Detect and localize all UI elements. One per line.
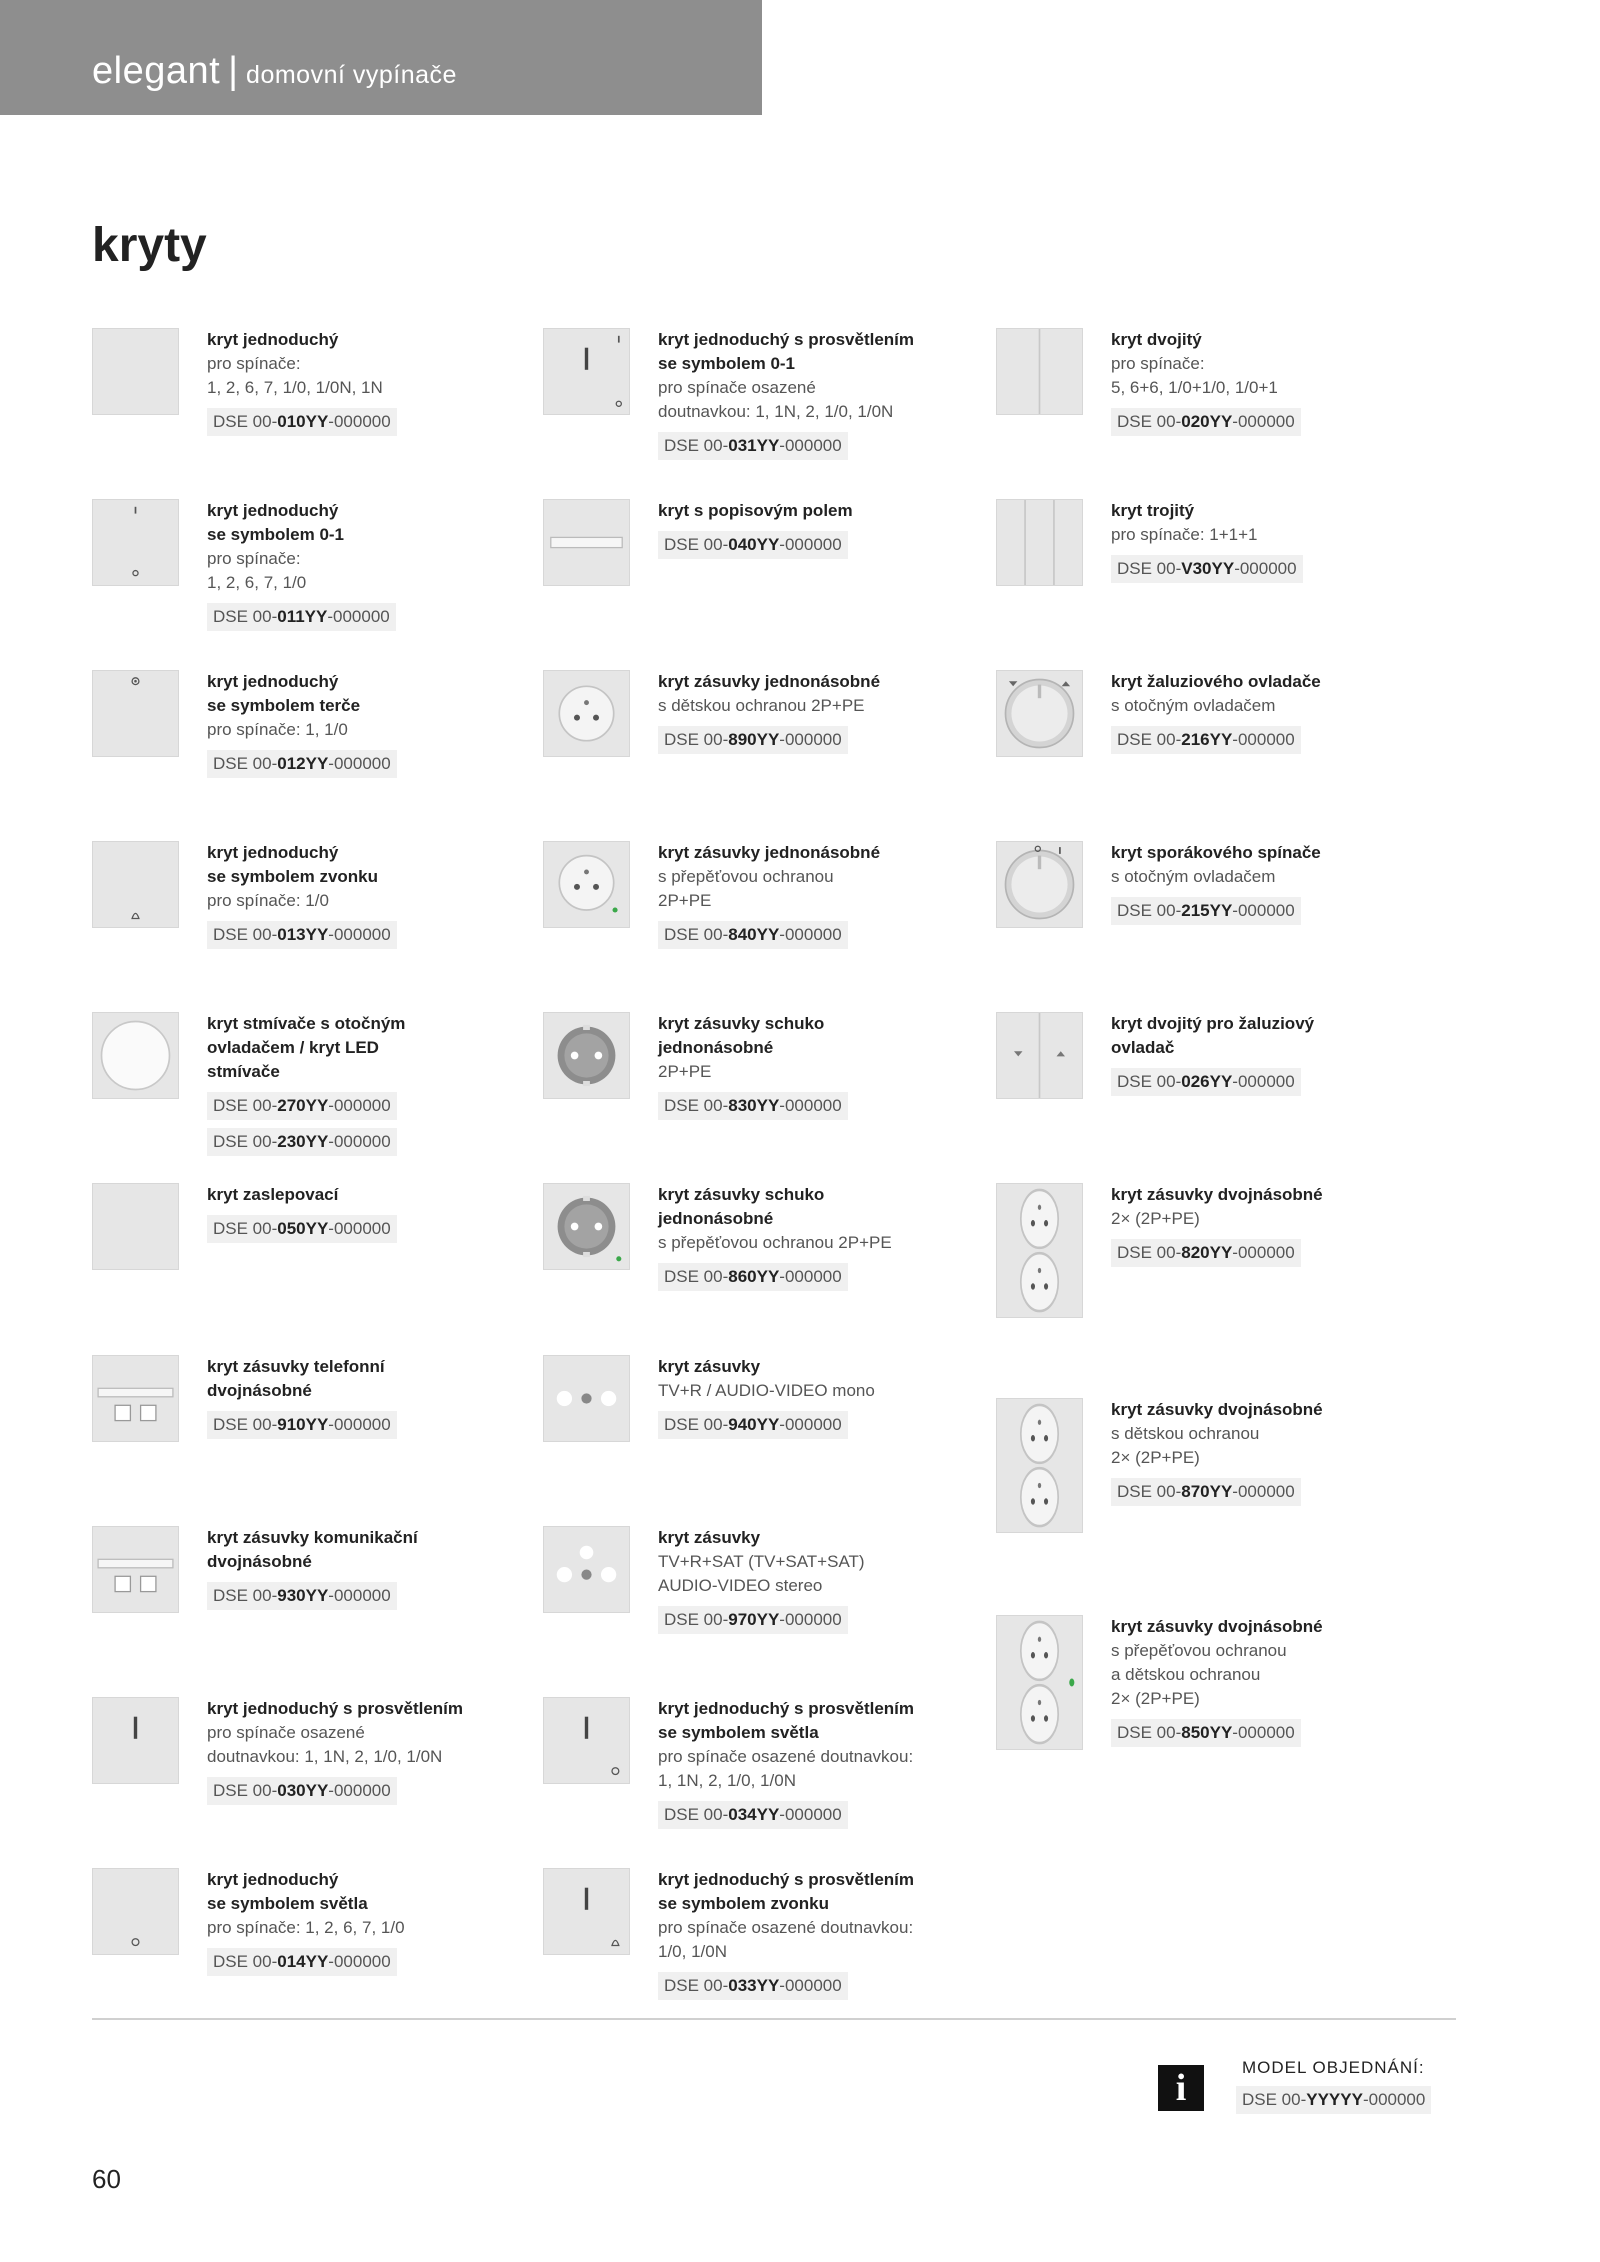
product-name: kryt jednoduchý — [207, 843, 339, 862]
product-description: pro spínače: 1, 2, 6, 7, 1/0 — [207, 1918, 405, 1937]
product-code-suffix: -000000 — [779, 436, 842, 455]
product-name: kryt zásuvky schuko — [658, 1185, 825, 1204]
product-name: kryt jednoduchý s prosvětlením — [658, 1870, 915, 1889]
order-code-model: YYYYY — [1306, 2090, 1363, 2109]
product-code — [207, 1777, 397, 1805]
product-code-model: 040YY — [728, 535, 780, 554]
double-socket-icon — [996, 1183, 1083, 1318]
product-code-suffix: -000000 — [328, 412, 391, 431]
product-name: stmívače — [207, 1062, 280, 1081]
product-code-prefix: DSE 00- — [664, 1976, 729, 1995]
product-code — [207, 408, 397, 436]
product-name: se symbolem zvonku — [207, 867, 379, 886]
target-symbol-icon — [92, 670, 179, 757]
product-name: kryt dvojitý — [1111, 330, 1202, 349]
product-info — [1111, 670, 1411, 754]
product-code-prefix: DSE 00- — [1117, 730, 1182, 749]
product-code-prefix: DSE 00- — [213, 754, 278, 773]
product-description: 5, 6+6, 1/0+1/0, 1/0+1 — [1111, 378, 1278, 397]
product-code — [1111, 408, 1301, 436]
page-title: kryty — [92, 219, 207, 272]
product-code-prefix: DSE 00- — [213, 412, 278, 431]
product-code-model: 270YY — [277, 1096, 329, 1115]
product-code-prefix: DSE 00- — [664, 1096, 729, 1115]
product-code-suffix: -000000 — [328, 1096, 391, 1115]
blank-cover-icon — [92, 1183, 179, 1270]
product-code — [658, 1801, 848, 1829]
product-code-prefix: DSE 00- — [664, 535, 729, 554]
double-switch-icon — [996, 328, 1083, 415]
product-code-prefix: DSE 00- — [664, 730, 729, 749]
product-info — [207, 499, 507, 631]
product-description: pro spínače: 1+1+1 — [1111, 525, 1258, 544]
product-code-suffix: -000000 — [1232, 1243, 1295, 1262]
product-description: s přepěťovou ochranou 2P+PE — [658, 1233, 892, 1252]
product-code-suffix: -000000 — [779, 535, 842, 554]
product-code — [1111, 1719, 1301, 1747]
product-description: s dětskou ochranou 2P+PE — [658, 696, 865, 715]
product-info — [1111, 1398, 1411, 1506]
schuko-socket-icon — [543, 1012, 630, 1099]
product-name: kryt zaslepovací — [207, 1185, 339, 1204]
product-name: kryt zásuvky jednonásobné — [658, 672, 881, 691]
product-code-model: 014YY — [277, 1952, 329, 1971]
product-code — [658, 1263, 848, 1291]
product-name: kryt dvojitý pro žaluziový — [1111, 1014, 1315, 1033]
product-name: kryt zásuvky dvojnásobné — [1111, 1185, 1323, 1204]
product-code-prefix: DSE 00- — [213, 925, 278, 944]
product-code-suffix: -000000 — [327, 607, 390, 626]
info-icon: i — [1158, 2065, 1204, 2111]
product-code-prefix: DSE 00- — [1117, 559, 1182, 578]
product-name: dvojnásobné — [207, 1381, 312, 1400]
product-name: dvojnásobné — [207, 1552, 312, 1571]
product-name: kryt zásuvky telefonní — [207, 1357, 385, 1376]
product-name: kryt trojitý — [1111, 501, 1195, 520]
product-code-model: 026YY — [1181, 1072, 1233, 1091]
product-code-suffix: -000000 — [1232, 412, 1295, 431]
product-code-suffix: -000000 — [1232, 730, 1295, 749]
product-code-model: 216YY — [1181, 730, 1233, 749]
product-description: TV+R+SAT (TV+SAT+SAT) — [658, 1552, 865, 1571]
product-code-suffix: -000000 — [779, 925, 842, 944]
product-code-prefix: DSE 00- — [213, 607, 278, 626]
product-name: se symbolem světla — [658, 1723, 819, 1742]
product-info — [658, 1355, 958, 1439]
product-code — [207, 921, 397, 949]
double-socket-child-protection-icon — [996, 1398, 1083, 1533]
double-blind-switch-icon — [996, 1012, 1083, 1099]
product-info — [207, 1012, 507, 1156]
product-code-prefix: DSE 00- — [213, 1132, 278, 1151]
product-code-model: 050YY — [277, 1219, 329, 1238]
product-description: doutnavkou: 1, 1N, 2, 1/0, 1/0N — [658, 402, 894, 421]
symbol-01-icon — [92, 499, 179, 586]
product-code-suffix: -000000 — [1232, 1482, 1295, 1501]
product-code-model: 820YY — [1181, 1243, 1233, 1262]
product-description: 1/0, 1/0N — [658, 1942, 727, 1961]
product-code-model: V30YY — [1181, 559, 1235, 578]
product-code-suffix: -000000 — [779, 1610, 842, 1629]
product-code — [658, 432, 848, 460]
double-data-socket-icon — [92, 1526, 179, 1613]
product-code-model: 910YY — [277, 1415, 329, 1434]
product-code — [658, 1092, 848, 1120]
product-code-suffix: -000000 — [1232, 1072, 1295, 1091]
product-code — [207, 1582, 397, 1610]
page-number: 60 — [92, 2164, 121, 2194]
cooker-rotary-icon — [996, 841, 1083, 928]
product-code — [1111, 1068, 1301, 1096]
product-code-model: 010YY — [277, 412, 329, 431]
tv-r-av-socket-icon — [543, 1355, 630, 1442]
product-description: pro spínače: 1/0 — [207, 891, 329, 910]
product-info — [207, 841, 507, 949]
socket-child-protection-icon — [543, 670, 630, 757]
product-name: se symbolem terče — [207, 696, 361, 715]
product-description: 1, 2, 6, 7, 1/0 — [207, 573, 307, 592]
product-code-prefix: DSE 00- — [664, 1415, 729, 1434]
product-code-suffix: -000000 — [779, 730, 842, 749]
product-info — [207, 1526, 507, 1610]
product-code-suffix: -000000 — [1232, 901, 1295, 920]
lit-switch-icon — [92, 1697, 179, 1784]
product-name: kryt zásuvky dvojnásobné — [1111, 1400, 1323, 1419]
product-code-model: 013YY — [277, 925, 329, 944]
order-label: MODEL OBJEDNÁNÍ: — [1242, 2058, 1425, 2077]
product-info — [658, 1183, 958, 1291]
product-code-model: 870YY — [1181, 1482, 1233, 1501]
product-code-suffix: -000000 — [779, 1267, 842, 1286]
section-name: domovní vypínače — [246, 61, 457, 89]
product-name: kryt zásuvky jednonásobné — [658, 843, 881, 862]
product-description: pro spínače osazené doutnavkou: — [658, 1747, 914, 1766]
product-code — [1111, 1239, 1301, 1267]
product-code-suffix: -000000 — [779, 1976, 842, 1995]
product-code-model: 031YY — [728, 436, 780, 455]
product-code-model: 830YY — [728, 1096, 780, 1115]
product-description: pro spínače osazené — [207, 1723, 365, 1742]
brand-name: elegant — [92, 50, 221, 92]
product-code-model: 850YY — [1181, 1723, 1233, 1742]
product-info — [1111, 328, 1411, 436]
product-name: ovladačem / kryt LED — [207, 1038, 379, 1057]
order-code-prefix: DSE 00- — [1242, 2090, 1307, 2109]
product-code-model: 970YY — [728, 1610, 780, 1629]
product-description: pro spínače osazené — [658, 378, 816, 397]
product-code — [658, 531, 848, 559]
product-name: kryt zásuvky dvojnásobné — [1111, 1617, 1323, 1636]
product-description: 2P+PE — [658, 1062, 712, 1081]
product-info — [658, 841, 958, 949]
product-description: a dětskou ochranou — [1111, 1665, 1261, 1684]
product-code-prefix: DSE 00- — [1117, 1723, 1182, 1742]
product-description: pro spínače: 1, 1/0 — [207, 720, 348, 739]
product-code-model: 012YY — [277, 754, 329, 773]
product-code-model: 034YY — [728, 1805, 780, 1824]
product-code-prefix: DSE 00- — [664, 1267, 729, 1286]
product-code — [658, 1972, 848, 2000]
product-code — [658, 921, 848, 949]
product-code — [1111, 726, 1301, 754]
product-name: kryt jednoduchý — [207, 1870, 339, 1889]
product-code — [658, 1411, 848, 1439]
product-code-model: 033YY — [728, 1976, 780, 1995]
lit-light-symbol-icon — [543, 1697, 630, 1784]
double-socket-surge-child-icon — [996, 1615, 1083, 1750]
product-code-suffix: -000000 — [328, 754, 391, 773]
product-description: pro spínače: — [1111, 354, 1205, 373]
product-name: jednonásobné — [658, 1209, 774, 1228]
product-code — [1111, 555, 1303, 583]
product-code-model: 030YY — [277, 1781, 329, 1800]
product-code-prefix: DSE 00- — [213, 1781, 278, 1800]
product-name: kryt zásuvky schuko — [658, 1014, 825, 1033]
bell-symbol-icon — [92, 841, 179, 928]
product-code-model: 940YY — [728, 1415, 780, 1434]
product-info — [207, 670, 507, 778]
product-code-model: 230YY — [277, 1132, 329, 1151]
product-code — [207, 1092, 397, 1120]
order-code-suffix: -000000 — [1362, 2090, 1426, 2109]
product-description: pro spínače: — [207, 549, 301, 568]
product-name: se symbolem 0-1 — [207, 525, 345, 544]
product-code-suffix: -000000 — [1232, 1723, 1295, 1742]
product-info — [207, 1697, 507, 1805]
product-code-prefix: DSE 00- — [1117, 901, 1182, 920]
product-info — [207, 328, 507, 436]
product-code — [207, 1948, 397, 1976]
product-name: kryt zásuvky — [658, 1357, 761, 1376]
product-info — [207, 1868, 507, 1976]
product-code-suffix: -000000 — [779, 1096, 842, 1115]
lit-bell-symbol-icon — [543, 1868, 630, 1955]
product-name: kryt stmívače s otočným — [207, 1014, 406, 1033]
product-description: s přepěťovou ochranou — [1111, 1641, 1287, 1660]
product-code-prefix: DSE 00- — [664, 1610, 729, 1629]
product-description: 2× (2P+PE) — [1111, 1209, 1200, 1228]
product-code — [207, 1411, 397, 1439]
product-code-suffix: -000000 — [328, 1586, 391, 1605]
product-info — [658, 1868, 958, 2000]
product-name: kryt sporákového spínače — [1111, 843, 1321, 862]
product-name: kryt jednoduchý — [207, 501, 339, 520]
order-code — [1236, 2086, 1431, 2114]
product-code-prefix: DSE 00- — [1117, 412, 1182, 431]
product-code — [1111, 1478, 1301, 1506]
product-info — [658, 499, 958, 559]
product-code-suffix: -000000 — [1234, 559, 1297, 578]
product-code — [207, 1215, 397, 1243]
product-code-prefix: DSE 00- — [213, 1952, 278, 1971]
product-description: 2× (2P+PE) — [1111, 1448, 1200, 1467]
product-code-prefix: DSE 00- — [1117, 1482, 1182, 1501]
product-name: kryt zásuvky — [658, 1528, 761, 1547]
product-description: doutnavkou: 1, 1N, 2, 1/0, 1/0N — [207, 1747, 443, 1766]
product-info — [1111, 1615, 1411, 1747]
product-code-suffix: -000000 — [328, 1219, 391, 1238]
product-description: 1, 1N, 2, 1/0, 1/0N — [658, 1771, 796, 1790]
product-info — [658, 1526, 958, 1634]
product-info — [658, 1697, 958, 1829]
product-code-suffix: -000000 — [328, 1952, 391, 1971]
product-code-prefix: DSE 00- — [213, 1096, 278, 1115]
product-name: jednonásobné — [658, 1038, 774, 1057]
product-description: s otočným ovladačem — [1111, 696, 1276, 715]
product-code-model: 215YY — [1181, 901, 1233, 920]
divider — [92, 2018, 1456, 2020]
product-description: TV+R / AUDIO-VIDEO mono — [658, 1381, 875, 1400]
product-code — [1111, 897, 1301, 925]
product-code-model: 930YY — [277, 1586, 329, 1605]
socket-surge-protection-icon — [543, 841, 630, 928]
product-code-prefix: DSE 00- — [664, 436, 729, 455]
product-code-prefix: DSE 00- — [213, 1586, 278, 1605]
header-separator: | — [228, 50, 239, 92]
product-info — [207, 1355, 507, 1439]
product-name: kryt jednoduchý — [207, 330, 339, 349]
product-code-model: 890YY — [728, 730, 780, 749]
product-name: se symbolem světla — [207, 1894, 368, 1913]
blind-rotary-icon — [996, 670, 1083, 757]
product-description: AUDIO-VIDEO stereo — [658, 1576, 823, 1595]
product-info — [1111, 1183, 1411, 1267]
product-name: ovladač — [1111, 1038, 1175, 1057]
product-code-suffix: -000000 — [328, 925, 391, 944]
product-code-prefix: DSE 00- — [1117, 1072, 1182, 1091]
product-info — [207, 1183, 507, 1243]
triple-switch-icon — [996, 499, 1083, 586]
product-code-model: 011YY — [277, 607, 328, 626]
product-code-suffix: -000000 — [779, 1415, 842, 1434]
product-description: 2P+PE — [658, 891, 712, 910]
product-description: pro spínače: — [207, 354, 301, 373]
product-info — [1111, 1012, 1411, 1096]
label-field-icon — [543, 499, 630, 586]
blank-switch-icon — [92, 328, 179, 415]
product-info — [1111, 841, 1411, 925]
product-name: se symbolem 0-1 — [658, 354, 796, 373]
product-description: s přepěťovou ochranou — [658, 867, 834, 886]
tv-r-sat-socket-icon — [543, 1526, 630, 1613]
product-name: kryt žaluziového ovladače — [1111, 672, 1321, 691]
product-code — [658, 1606, 848, 1634]
product-description: s otočným ovladačem — [1111, 867, 1276, 886]
product-info — [658, 670, 958, 754]
product-code-model: 860YY — [728, 1267, 780, 1286]
product-name: kryt s popisovým polem — [658, 501, 853, 520]
lit-symbol-01-icon — [543, 328, 630, 415]
product-info — [658, 328, 958, 460]
product-code-suffix: -000000 — [328, 1415, 391, 1434]
product-description: s dětskou ochranou — [1111, 1424, 1260, 1443]
product-name: kryt zásuvky komunikační — [207, 1528, 418, 1547]
product-info — [658, 1012, 958, 1120]
product-code-prefix: DSE 00- — [1117, 1243, 1182, 1262]
product-code — [207, 750, 397, 778]
product-code-prefix: DSE 00- — [664, 1805, 729, 1824]
product-code — [207, 1128, 397, 1156]
product-code — [207, 603, 396, 631]
dimmer-knob-icon — [92, 1012, 179, 1099]
product-code-prefix: DSE 00- — [213, 1219, 278, 1238]
double-phone-socket-icon — [92, 1355, 179, 1442]
product-code-suffix: -000000 — [779, 1805, 842, 1824]
product-name: kryt jednoduchý s prosvětlením — [658, 1699, 915, 1718]
product-name: se symbolem zvonku — [658, 1894, 830, 1913]
product-description: pro spínače osazené doutnavkou: — [658, 1918, 914, 1937]
product-code — [658, 726, 848, 754]
product-code-suffix: -000000 — [328, 1781, 391, 1800]
product-code-prefix: DSE 00- — [213, 1415, 278, 1434]
product-description: 2× (2P+PE) — [1111, 1689, 1200, 1708]
product-code-suffix: -000000 — [328, 1132, 391, 1151]
schuko-socket-surge-icon — [543, 1183, 630, 1270]
product-name: kryt jednoduchý — [207, 672, 339, 691]
product-code-model: 020YY — [1181, 412, 1233, 431]
product-name: kryt jednoduchý s prosvětlením — [207, 1699, 464, 1718]
product-code-model: 840YY — [728, 925, 780, 944]
light-symbol-icon — [92, 1868, 179, 1955]
product-name: kryt jednoduchý s prosvětlením — [658, 330, 915, 349]
product-info — [1111, 499, 1411, 583]
product-code-prefix: DSE 00- — [664, 925, 729, 944]
header — [92, 50, 457, 93]
product-description: 1, 2, 6, 7, 1/0, 1/0N, 1N — [207, 378, 383, 397]
